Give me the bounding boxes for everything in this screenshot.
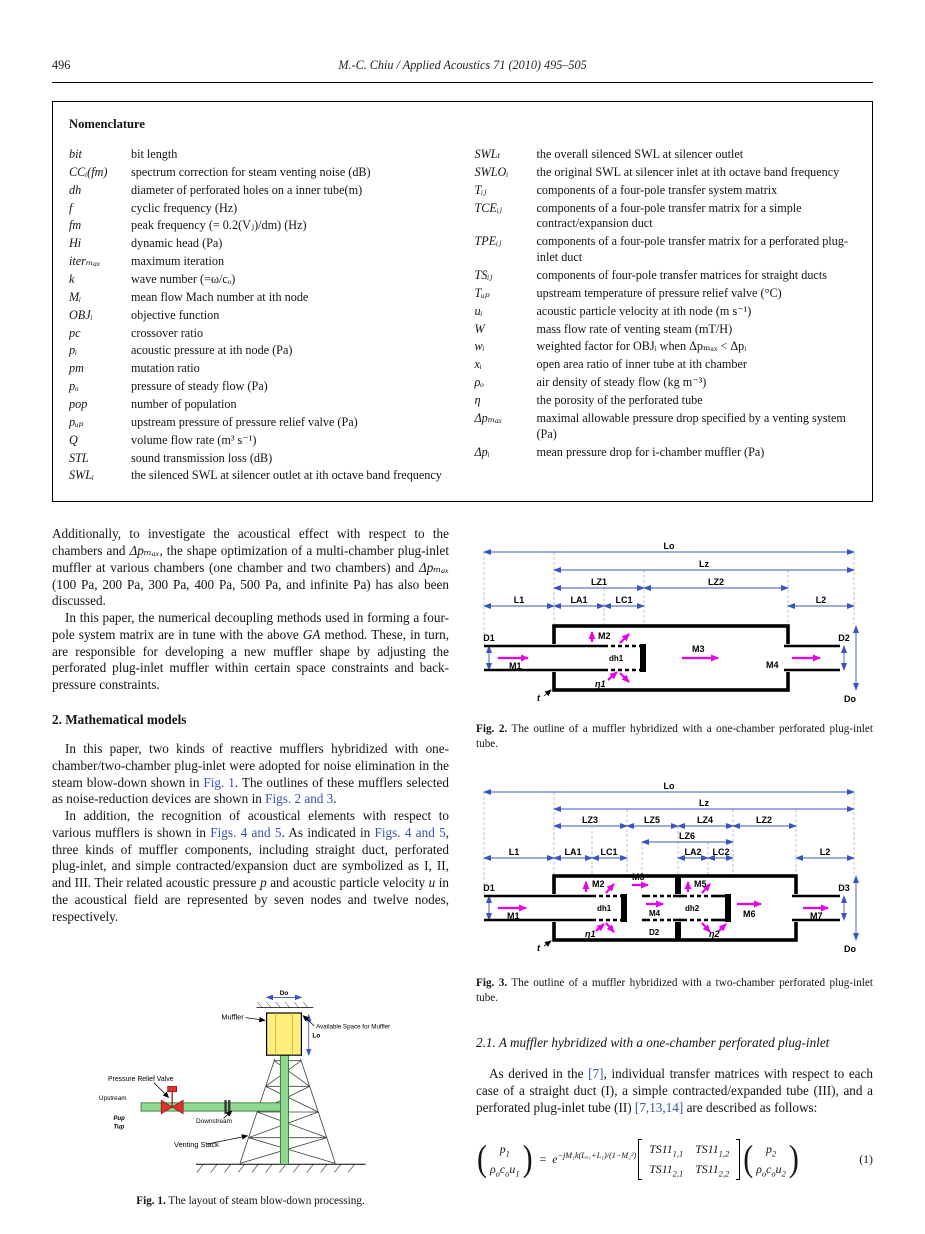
- nomenclature-entry: [69, 308, 449, 324]
- paren-open: [742, 1141, 754, 1179]
- nomenclature-definition: acoustic pressure at ith node (Pa): [131, 343, 293, 358]
- fig2-label-m2: M2: [598, 631, 611, 642]
- text-segment: Additionally, to investigate the acoustical effect with respect to the chambers and: [52, 526, 449, 559]
- plug-2: [725, 894, 731, 922]
- nomenclature-term: Mᵢ: [69, 289, 82, 304]
- fig3-label-lz: Lz: [699, 797, 709, 808]
- text-segment: 2: [781, 1168, 786, 1179]
- text-segment: c: [766, 1161, 772, 1176]
- text-segment: p: [499, 1141, 506, 1156]
- text-segment: , three kinds of muffler components, including straight duct, perforated plug-inlet, and simple contracted/expansion duct are symbolized as I, II, and III. Their related acoustic pressure: [52, 824, 450, 891]
- nomenclature-entry: [475, 322, 855, 338]
- nomenclature-entry: [69, 147, 449, 163]
- nomenclature-term: ρₒ: [474, 375, 484, 390]
- nomenclature-entry: [69, 290, 449, 306]
- do-label: Do: [279, 990, 288, 998]
- nomenclature-definition: acoustic particle velocity at ith node (m s⁻¹): [536, 303, 752, 318]
- fig3-label-d3: D3: [838, 882, 850, 893]
- nomenclature-definition: bit length: [131, 147, 178, 161]
- figure-2: [476, 538, 873, 752]
- subsection-heading-2-1: 2.1. A muffler hybridized with a one-chamber perforated plug-inlet: [476, 1035, 830, 1051]
- running-head: [52, 58, 873, 75]
- paragraph-decoupling: [52, 610, 449, 694]
- nomenclature-term: Q: [69, 432, 78, 447]
- fig3-label-m1: M1: [507, 910, 520, 921]
- nomenclature-entry: [69, 397, 449, 413]
- fig3-label-l2: L2: [819, 846, 831, 857]
- fig3-label-lc2: LC2: [712, 846, 730, 857]
- nomenclature-definition: pressure of steady flow (Pa): [131, 379, 268, 394]
- paren-open: [476, 1141, 488, 1179]
- fig1-labels: [98, 991, 389, 1150]
- text-segment: 1: [515, 1168, 520, 1179]
- lo-label: Lo: [311, 1033, 320, 1041]
- nomenclature-term: pc: [69, 325, 81, 340]
- nomenclature-definition: wave number (=ω/cₒ): [131, 272, 236, 287]
- text-segment: The layout of steam blow-down processing.: [165, 1195, 365, 1208]
- nomenclature-entry: [475, 183, 855, 199]
- text-segment: TS11: [695, 1141, 719, 1156]
- text-segment: o: [495, 1168, 500, 1179]
- muffler-box: [256, 1002, 313, 1055]
- fig2-label-la1: LA1: [570, 595, 588, 606]
- downstream-label: Downstream: [195, 1118, 232, 1126]
- nomenclature-entry: [475, 304, 855, 320]
- nomenclature-term: pᵢ: [69, 343, 78, 358]
- figure-3: [476, 780, 873, 1006]
- text-segment: u: [775, 1161, 782, 1176]
- fig2-label-d2: D2: [838, 633, 850, 644]
- fig2-label-do-diameter: Do: [844, 694, 856, 705]
- matrix-bracket-left: [638, 1139, 642, 1180]
- text-segment: .: [333, 791, 337, 807]
- figure-1-diagram: [86, 989, 416, 1180]
- fig3-label-la2: LA2: [684, 846, 702, 857]
- nomenclature-definition: spectrum correction for steam venting noise (dB): [131, 164, 371, 179]
- nomenclature-definition: mean flow Mach number at ith node: [131, 289, 309, 304]
- nomenclature-term: iterₘₐₓ: [69, 254, 101, 269]
- nomenclature-definition: cyclic frequency (Hz): [131, 200, 238, 215]
- fig2-label-dh1: dh1: [609, 654, 624, 664]
- flange: [228, 1100, 230, 1114]
- fig2-label-eta1: η1: [595, 679, 606, 690]
- tup-label: Tup: [113, 1124, 124, 1131]
- nomenclature-term: pᵤₚ: [69, 414, 84, 429]
- text-segment: p: [765, 1141, 772, 1156]
- fig2-label-m4: M4: [766, 660, 779, 671]
- paragraph-recognition: [52, 808, 449, 925]
- lhs-top: [490, 1142, 520, 1157]
- figure-1: [52, 989, 449, 1209]
- text-segment: In this paper, the numerical decoupling methods used in forming a four-pole system matrix are in tune with the above: [52, 610, 449, 642]
- nomenclature-entry: [69, 415, 449, 431]
- nomenclature-definition: weighted factor for OBJᵢ when Δpₘₐₓ < Δpᵢ: [536, 339, 747, 354]
- fig2-label-lc1: LC1: [615, 595, 633, 606]
- valve-label: Pressure Relief Valve: [107, 1076, 173, 1084]
- nomenclature-definition: objective function: [131, 307, 220, 322]
- fig3-label-m6: M6: [743, 908, 756, 919]
- fig3-label-dh1: dh1: [597, 903, 612, 913]
- fig2-label-t: t: [537, 693, 540, 704]
- nomenclature-entry: [69, 343, 449, 359]
- nomenclature-entry: [475, 357, 855, 373]
- fig3-label-la1: LA1: [564, 846, 582, 857]
- exponential-term: [552, 1151, 636, 1167]
- fig3-t-leader: [544, 941, 551, 946]
- matrix-bracket-right: [736, 1139, 740, 1180]
- nomenclature-term: pm: [69, 361, 84, 376]
- nomenclature-term: dh: [69, 182, 82, 197]
- fig2-label-lz: Lz: [699, 559, 709, 570]
- journal-running-title: M.-C. Chiu / Applied Acoustics 71 (2010) 495–505: [338, 58, 587, 72]
- nomenclature-entry: [69, 468, 449, 484]
- nomenclature-definition: components of a four-pole transfer system matrix: [536, 182, 778, 197]
- nomenclature-definition: components of a four-pole transfer matrix for a perforated plug-inlet duct: [536, 234, 848, 265]
- fig3-label-m3: M3: [632, 871, 645, 882]
- page-number: 496: [52, 58, 71, 72]
- nomenclature-definition: volume flow rate (m³ s⁻¹): [131, 432, 257, 447]
- nomenclature-definition: dynamic head (Pa): [131, 236, 223, 251]
- paragraph-as-derived: [476, 1066, 873, 1116]
- text-segment: GA: [302, 626, 321, 642]
- nomenclature-entry: [475, 411, 855, 443]
- nomenclature-term: bit: [69, 147, 82, 161]
- fig2-label-lz1: LZ1: [590, 577, 608, 588]
- paragraph-two-kinds: [52, 741, 449, 808]
- e-base: e: [552, 1152, 558, 1167]
- cross-ref-link[interactable]: Figs. 2 and 3: [265, 791, 334, 807]
- text-segment: u: [428, 875, 436, 891]
- nomenclature-entry: [69, 201, 449, 217]
- fig3-label-t: t: [537, 942, 540, 953]
- text-segment: . As indicated in: [281, 824, 375, 840]
- figure-2-caption: [476, 722, 873, 752]
- fig3-label-lc1: LC1: [600, 846, 618, 857]
- text-segment: o: [505, 1168, 510, 1179]
- nomenclature-definition: the silenced SWL at silencer outlet at ith octave band frequency: [131, 468, 442, 483]
- text-segment: and acoustic particle velocity: [266, 875, 429, 891]
- text-segment: o: [761, 1168, 767, 1179]
- nomenclature-definition: number of population: [131, 397, 237, 412]
- nomenclature-term: SWLᵢ: [69, 468, 94, 483]
- figure-3-diagram: [476, 780, 861, 962]
- matrix-entry-11: [649, 1142, 683, 1157]
- nomenclature-term: Δpᵢ: [474, 444, 490, 459]
- paragraph-additionally: [52, 526, 449, 610]
- nomenclature-entry: [475, 234, 855, 266]
- nomenclature-term: pₒ: [69, 379, 79, 394]
- nomenclature-entry: [475, 147, 855, 163]
- nomenclature-definition: upstream temperature of pressure relief valve (°C): [536, 285, 782, 300]
- paren-close: [522, 1141, 534, 1179]
- matrix-entry-12: [695, 1142, 729, 1157]
- nomenclature-entry: [69, 361, 449, 377]
- nomenclature-term: SWLOᵢ: [474, 164, 509, 179]
- fig3-label-d2: D2: [649, 927, 660, 937]
- text-segment: TS11: [649, 1161, 673, 1176]
- left-column: [52, 526, 449, 1209]
- text-segment: 2,1: [672, 1168, 684, 1179]
- nomenclature-definition: the porosity of the perforated tube: [536, 393, 703, 408]
- nomenclature-term: wᵢ: [474, 339, 485, 354]
- fig3-label-lz5: LZ5: [643, 814, 661, 825]
- nomenclature-entry: [475, 268, 855, 284]
- text-segment: p: [260, 875, 267, 891]
- cross-ref-link[interactable]: [7,13,14]: [634, 1099, 684, 1115]
- venting-stack-label: Venting Stack: [173, 1140, 219, 1150]
- text-segment: method. These, in turn, are responsible for developing a new muffler shape by adjusting the perforated plug-inlet muffler within certain space constraints and back-pressure constraints.: [52, 626, 449, 693]
- nomenclature-term: pop: [69, 397, 88, 412]
- nomenclature-definition: open area ratio of inner tube at ith chamber: [536, 357, 747, 372]
- text-segment: In addition, the recognition of acoustical elements with respect to various mufflers is shown in: [52, 808, 449, 840]
- nomenclature-term: STL: [69, 450, 89, 465]
- nomenclature-column-right: [475, 147, 855, 486]
- text-segment: In this paper, two kinds of reactive mufflers hybridized with one-chamber/two-chamber plug-inlet were adopted for noise elimination in the steam blow-down shown in: [52, 740, 449, 790]
- text-segment: Fig. 3.: [476, 976, 508, 989]
- nomenclature-column-left: [69, 147, 449, 486]
- nomenclature-term: xᵢ: [474, 357, 482, 372]
- nomenclature-definition: air density of steady flow (kg m⁻³): [536, 375, 707, 390]
- nomenclature-entry: [69, 254, 449, 270]
- text-segment: (100 Pa, 200 Pa, 300 Pa, 400 Pa, 500 Pa, and infinite Pa) has also been discussed.: [52, 576, 449, 609]
- fig2-label-l2: L2: [815, 595, 827, 606]
- nomenclature-entry: [69, 236, 449, 252]
- fig2-label-lz2: LZ2: [707, 577, 725, 588]
- section-heading-2: 2. Mathematical models: [52, 711, 187, 727]
- nomenclature-definition: maximum iteration: [131, 254, 225, 269]
- text-segment: c: [499, 1161, 506, 1176]
- figure-2-diagram: [476, 538, 861, 708]
- fig3-label-l1: L1: [508, 846, 520, 857]
- flange: [224, 1100, 226, 1114]
- fig3-label-m2: M2: [592, 878, 605, 889]
- nomenclature-term: Tᵢⱼ: [474, 182, 487, 197]
- text-segment: 2,2: [718, 1168, 730, 1179]
- cross-ref-link[interactable]: Fig. 1: [203, 774, 235, 790]
- fig3-label-m4: M4: [649, 908, 661, 918]
- nomenclature-entry: [69, 165, 449, 181]
- fig2-label-m1: M1: [509, 661, 522, 672]
- nomenclature-term: fm: [69, 218, 82, 233]
- nomenclature-definition: the original SWL at silencer inlet at ith octave band frequency: [536, 164, 840, 179]
- nomenclature-definition: components of four-pole transfer matrices for straight ducts: [536, 268, 827, 283]
- header-rule: [52, 82, 873, 83]
- fig3-label-eta2: η2: [709, 928, 720, 939]
- nomenclature-entry: [69, 433, 449, 449]
- nomenclature-definition: maximal allowable pressure drop specified by a venting system (Pa): [536, 410, 846, 441]
- fig3-label-lz6: LZ6: [678, 830, 696, 841]
- nomenclature-term: OBJᵢ: [69, 307, 93, 322]
- text-segment: ρ: [490, 1161, 496, 1176]
- equation-number: (1): [859, 1151, 873, 1166]
- pup-label: Pup: [113, 1116, 125, 1123]
- ground-hatching: [196, 1165, 366, 1173]
- nomenclature-entry: [69, 326, 449, 342]
- nomenclature-term: SWLₜ: [474, 147, 501, 161]
- rhs-vector: [756, 1142, 786, 1177]
- plug-1: [621, 894, 627, 922]
- text-segment: , individual transfer matrices with respect to each case of a straight duct (I), a simple contracted/expanded tube (III), and a perforated plug-inlet tube (II): [476, 1066, 873, 1115]
- text-segment: 2: [771, 1148, 777, 1159]
- nomenclature-entry: [475, 286, 855, 302]
- nomenclature-term: TPEᵢⱼ: [474, 234, 502, 249]
- lhs-vector: [490, 1142, 520, 1177]
- nomenclature-term: CCᵢ(fm): [69, 164, 108, 179]
- nomenclature-title: Nomenclature: [69, 117, 146, 131]
- text-segment: in the acoustical field are represented by seven nodes and twelve nodes, respectively.: [52, 875, 450, 924]
- text-segment: ρ: [756, 1161, 762, 1176]
- equation-1: [476, 1139, 873, 1180]
- nomenclature-definition: upstream pressure of pressure relief valve (Pa): [131, 414, 358, 429]
- cross-ref-link[interactable]: [7]: [588, 1066, 604, 1082]
- nomenclature-term: TCEᵢⱼ: [474, 200, 502, 215]
- text-segment: TS11: [695, 1161, 719, 1176]
- exponent: −jM₁k(Lₐ₁+L₁)/(1−M₁²): [557, 1151, 637, 1161]
- nomenclature-entry: [69, 272, 449, 288]
- fig3-label-lz3: LZ3: [581, 814, 599, 825]
- equals-sign: =: [539, 1151, 547, 1166]
- fig3-label-lo-length: Lo: [663, 780, 675, 791]
- nomenclature-term: Δpₘₐₓ: [474, 410, 503, 425]
- text-segment: Fig. 1.: [136, 1195, 166, 1208]
- nomenclature-entry: [69, 218, 449, 234]
- nomenclature-definition: mutation ratio: [131, 361, 200, 376]
- figure-3-caption: [476, 976, 873, 1006]
- nomenclature-entry: [69, 379, 449, 395]
- rhs-top: [756, 1142, 786, 1157]
- available-space-label: Available Space for Muffler: [315, 1023, 390, 1031]
- text-segment: 1: [505, 1148, 510, 1159]
- transfer-matrix: [644, 1139, 734, 1180]
- text-segment: Δpₘₐₓ: [129, 543, 160, 559]
- nomenclature-definition: crossover ratio: [131, 325, 204, 340]
- cross-ref-link[interactable]: Figs. 4 and 5: [210, 824, 282, 840]
- figure-1-caption: [52, 1194, 449, 1209]
- nomenclature-entry: [69, 183, 449, 199]
- text-segment: , the shape optimization of a multi-chamber plug-inlet muffler at various chambers (one chamber and two chambers) and: [52, 543, 449, 575]
- fig3-label-do-diameter: Do: [844, 943, 856, 954]
- text-segment: are described as follows:: [683, 1099, 818, 1115]
- two-column-body: [52, 526, 873, 1209]
- fig2-label-m3: M3: [692, 644, 705, 655]
- text-segment: Δpₘₐₓ: [418, 559, 449, 575]
- right-column: [476, 526, 873, 1179]
- nomenclature-term: W: [474, 321, 485, 336]
- nomenclature-entry: [475, 201, 855, 233]
- lhs-bottom: [490, 1162, 520, 1177]
- upstream-label: Upstream: [98, 1095, 127, 1103]
- nomenclature-box: [52, 101, 873, 502]
- fig2-label-d1: D1: [483, 633, 495, 644]
- fig3-label-eta1: η1: [585, 928, 596, 939]
- text-segment: The outline of a muffler hybridized with a one-chamber perforated plug-inlet tube.: [476, 723, 873, 751]
- nomenclature-term: f: [69, 200, 73, 215]
- cross-ref-link[interactable]: Figs. 4 and 5: [374, 824, 446, 840]
- text-segment: 1,2: [718, 1148, 730, 1159]
- plug: [640, 644, 646, 672]
- text-segment: o: [771, 1168, 776, 1179]
- nomenclature-term: uᵢ: [474, 303, 483, 318]
- text-segment: u: [509, 1161, 516, 1176]
- matrix-entry-22: [695, 1162, 729, 1177]
- text-segment: TS11: [649, 1141, 673, 1156]
- nomenclature-entry: [69, 451, 449, 467]
- text-segment: The outline of a muffler hybridized with a two-chamber perforated plug-inlet tube.: [476, 976, 873, 1004]
- text-segment: As derived in the: [489, 1066, 589, 1082]
- nomenclature-entry: [475, 375, 855, 391]
- fig2-muffler-body: [484, 626, 840, 690]
- nomenclature-term: Tᵤₚ: [474, 285, 490, 300]
- fig3-label-lz4: LZ4: [696, 814, 714, 825]
- fig3-label-dh2: dh2: [685, 903, 700, 913]
- text-segment: . The outlines of these mufflers selected as noise-reduction devices are shown in: [52, 774, 449, 807]
- rhs-bottom: [756, 1162, 786, 1177]
- fig2-t-leader: [544, 690, 551, 696]
- nomenclature-columns: [69, 147, 854, 486]
- nomenclature-definition: diameter of perforated holes on a inner tube(m): [131, 182, 363, 197]
- fig3-label-m7: M7: [810, 910, 823, 921]
- fig3-muffler-body: [484, 876, 840, 940]
- nomenclature-definition: mass flow rate of venting steam (mT/H): [536, 321, 733, 336]
- nomenclature-definition: peak frequency (= 0.2(Vⱼ)/dm) (Hz): [131, 218, 307, 233]
- fig3-label-lz2: LZ2: [755, 814, 773, 825]
- nomenclature-term: TSᵢⱼ: [474, 268, 493, 283]
- text-segment: Fig. 2.: [476, 723, 508, 736]
- paren-close: [788, 1141, 800, 1179]
- nomenclature-term: Hi: [69, 236, 82, 251]
- fig2-label-lo-length: Lo: [663, 541, 675, 552]
- nomenclature-entry: [475, 393, 855, 409]
- text-segment: 1,1: [672, 1148, 684, 1159]
- fig3-label-d1: D1: [483, 882, 495, 893]
- muffler-label: Muffler: [220, 1012, 244, 1022]
- nomenclature-entry: [475, 445, 855, 461]
- nomenclature-definition: components of a four-pole transfer matrix for a simple contract/expansion duct: [536, 200, 802, 231]
- nomenclature-term: k: [69, 272, 75, 287]
- nomenclature-term: η: [474, 393, 481, 408]
- nomenclature-definition: sound transmission loss (dB): [131, 450, 273, 465]
- matrix-entry-21: [649, 1162, 683, 1177]
- fig3-label-m5: M5: [694, 878, 707, 889]
- fig2-label-l1: L1: [513, 595, 525, 606]
- nomenclature-definition: the overall silenced SWL at silencer outlet: [536, 147, 744, 161]
- nomenclature-entry: [475, 339, 855, 355]
- nomenclature-entry: [475, 165, 855, 181]
- nomenclature-definition: mean pressure drop for i-chamber muffler (Pa): [536, 444, 765, 459]
